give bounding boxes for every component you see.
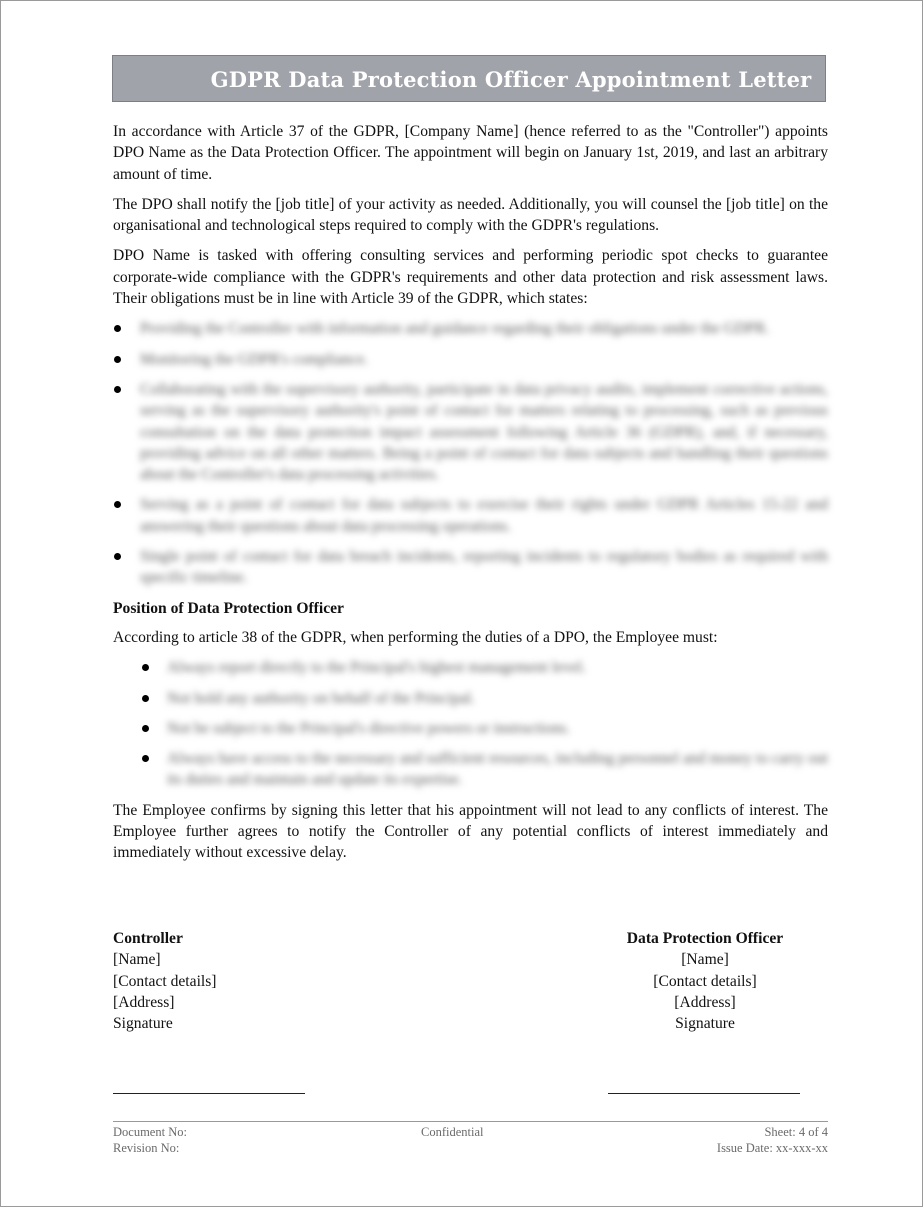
dpo-column: [595, 928, 815, 1034]
controller-column: [113, 928, 217, 1034]
confirmation-paragraph: The Employee confirms by signing this letter that his appointment will not lead to any conflicts of interest. The Employee further agrees to notify the Controller of any potential conflicts of interest immediately and immediately without excessive delay.: [113, 801, 828, 862]
dpo-contact: [Contact details]: [653, 972, 757, 990]
dpo-heading: Data Protection Officer: [626, 930, 784, 947]
bullet-icon: [114, 553, 121, 560]
article39-list: [113, 318, 828, 588]
blurred-text: Serving as a point of contact for data subjects to exercise their rights under GDPR Articles 15-22 and answering their questions about data processing operations.: [140, 496, 828, 535]
blurred-text: Monitoring the GDPR's compliance.: [140, 350, 369, 368]
bullet-icon: [142, 725, 149, 732]
dpo-signature-line: [608, 1093, 800, 1094]
footer-left: [113, 1124, 187, 1156]
bullet-icon: [114, 356, 121, 363]
controller-name: [Name]: [113, 951, 161, 969]
blurred-text: Always report directly to the Principal's highest management level.: [167, 659, 586, 677]
issue-date: Issue Date: xx-xxx-xx: [716, 1141, 828, 1155]
footer-divider: [113, 1121, 828, 1122]
letter-body: [113, 121, 828, 873]
position-intro: According to article 38 of the GDPR, when performing the duties of a DPO, the Employee must:: [113, 628, 718, 646]
list-item: [113, 349, 828, 370]
bullet-icon: [142, 755, 149, 762]
title-banner: [112, 55, 826, 102]
footer-right: [628, 1124, 828, 1156]
bullet-icon: [114, 501, 121, 508]
article38-list: [113, 657, 828, 790]
list-item: [113, 318, 828, 339]
sheet-number: Sheet: 4 of 4: [764, 1125, 828, 1139]
list-item: [113, 688, 828, 709]
revision-no-label: Revision No:: [113, 1141, 180, 1155]
blurred-text: Not be subject to the Principal's directive powers or instructions.: [167, 719, 570, 737]
list-item: [113, 379, 828, 485]
list-item: [113, 657, 828, 678]
blurred-text: Single point of contact for data breach incidents, reporting incidents to regulatory bodies as required with specific timeline.: [140, 548, 828, 587]
footer-center: [421, 1124, 484, 1140]
intro-paragraph: In accordance with Article 37 of the GDPR, [Company Name] (hence referred to as the "Controller") appoints DPO Name as the Data Protection Officer. The appointment will begin on January 1st, 2019, and last an arbitrary amount of time.: [113, 123, 828, 183]
bullet-icon: [142, 695, 149, 702]
confidential-label: Confidential: [421, 1125, 484, 1139]
list-item: [113, 494, 828, 537]
list-item: [113, 546, 828, 589]
bullet-icon: [114, 386, 121, 393]
dpo-address: [Address]: [674, 993, 736, 1011]
list-item: [113, 718, 828, 739]
controller-address: [Address]: [113, 993, 175, 1011]
blurred-text: Collaborating with the supervisory authority, participate in data privacy audits, implement corrective actions, serving as the supervisory authority's point of contact for matters relating to processing, such as previous consultation on the data protection impact assessment following Article 36 (GDPR), and, if necessary, providing advice on all other matters. Being a point of contact for data subjects and handling their questions about the Controller's data processing activities.: [140, 380, 828, 484]
tasks-paragraph: DPO Name is tasked with offering consulting services and performing periodic spot checks to guarantee corporate-wide compliance with the GDPR's requirements and other data protection and risk assessment laws. Their obligations must be in line with Article 39 of the GDPR, which states:: [113, 247, 828, 308]
controller-contact: [Contact details]: [113, 972, 217, 990]
blurred-text: Not hold any authority on behalf of the Principal.: [167, 689, 475, 707]
document-title: GDPR Data Protection Officer Appointment Letter: [210, 67, 812, 92]
bullet-icon: [142, 664, 149, 671]
controller-signature-line: [113, 1093, 305, 1094]
blurred-text: Always have access to the necessary and sufficient resources, including personnel and money to carry out its duties and maintain and update its expertise.: [167, 750, 828, 789]
list-item: [113, 748, 828, 791]
dpo-name: [Name]: [681, 951, 729, 969]
bullet-icon: [114, 325, 121, 332]
signature-block: [113, 928, 828, 1038]
document-no-label: Document No:: [113, 1125, 187, 1139]
controller-signature-label: Signature: [113, 1015, 173, 1033]
blurred-text: Providing the Controller with information and guidance regarding their obligations under the GDPR.: [140, 320, 770, 338]
notify-paragraph: The DPO shall notify the [job title] of your activity as needed. Additionally, you will counsel the [job title] on the organisational and technological steps required to comply with the GDPR's regulations.: [113, 195, 828, 235]
controller-heading: Controller: [113, 930, 183, 947]
position-heading: Position of Data Protection Officer: [113, 599, 344, 617]
dpo-signature-label: Signature: [675, 1015, 735, 1033]
